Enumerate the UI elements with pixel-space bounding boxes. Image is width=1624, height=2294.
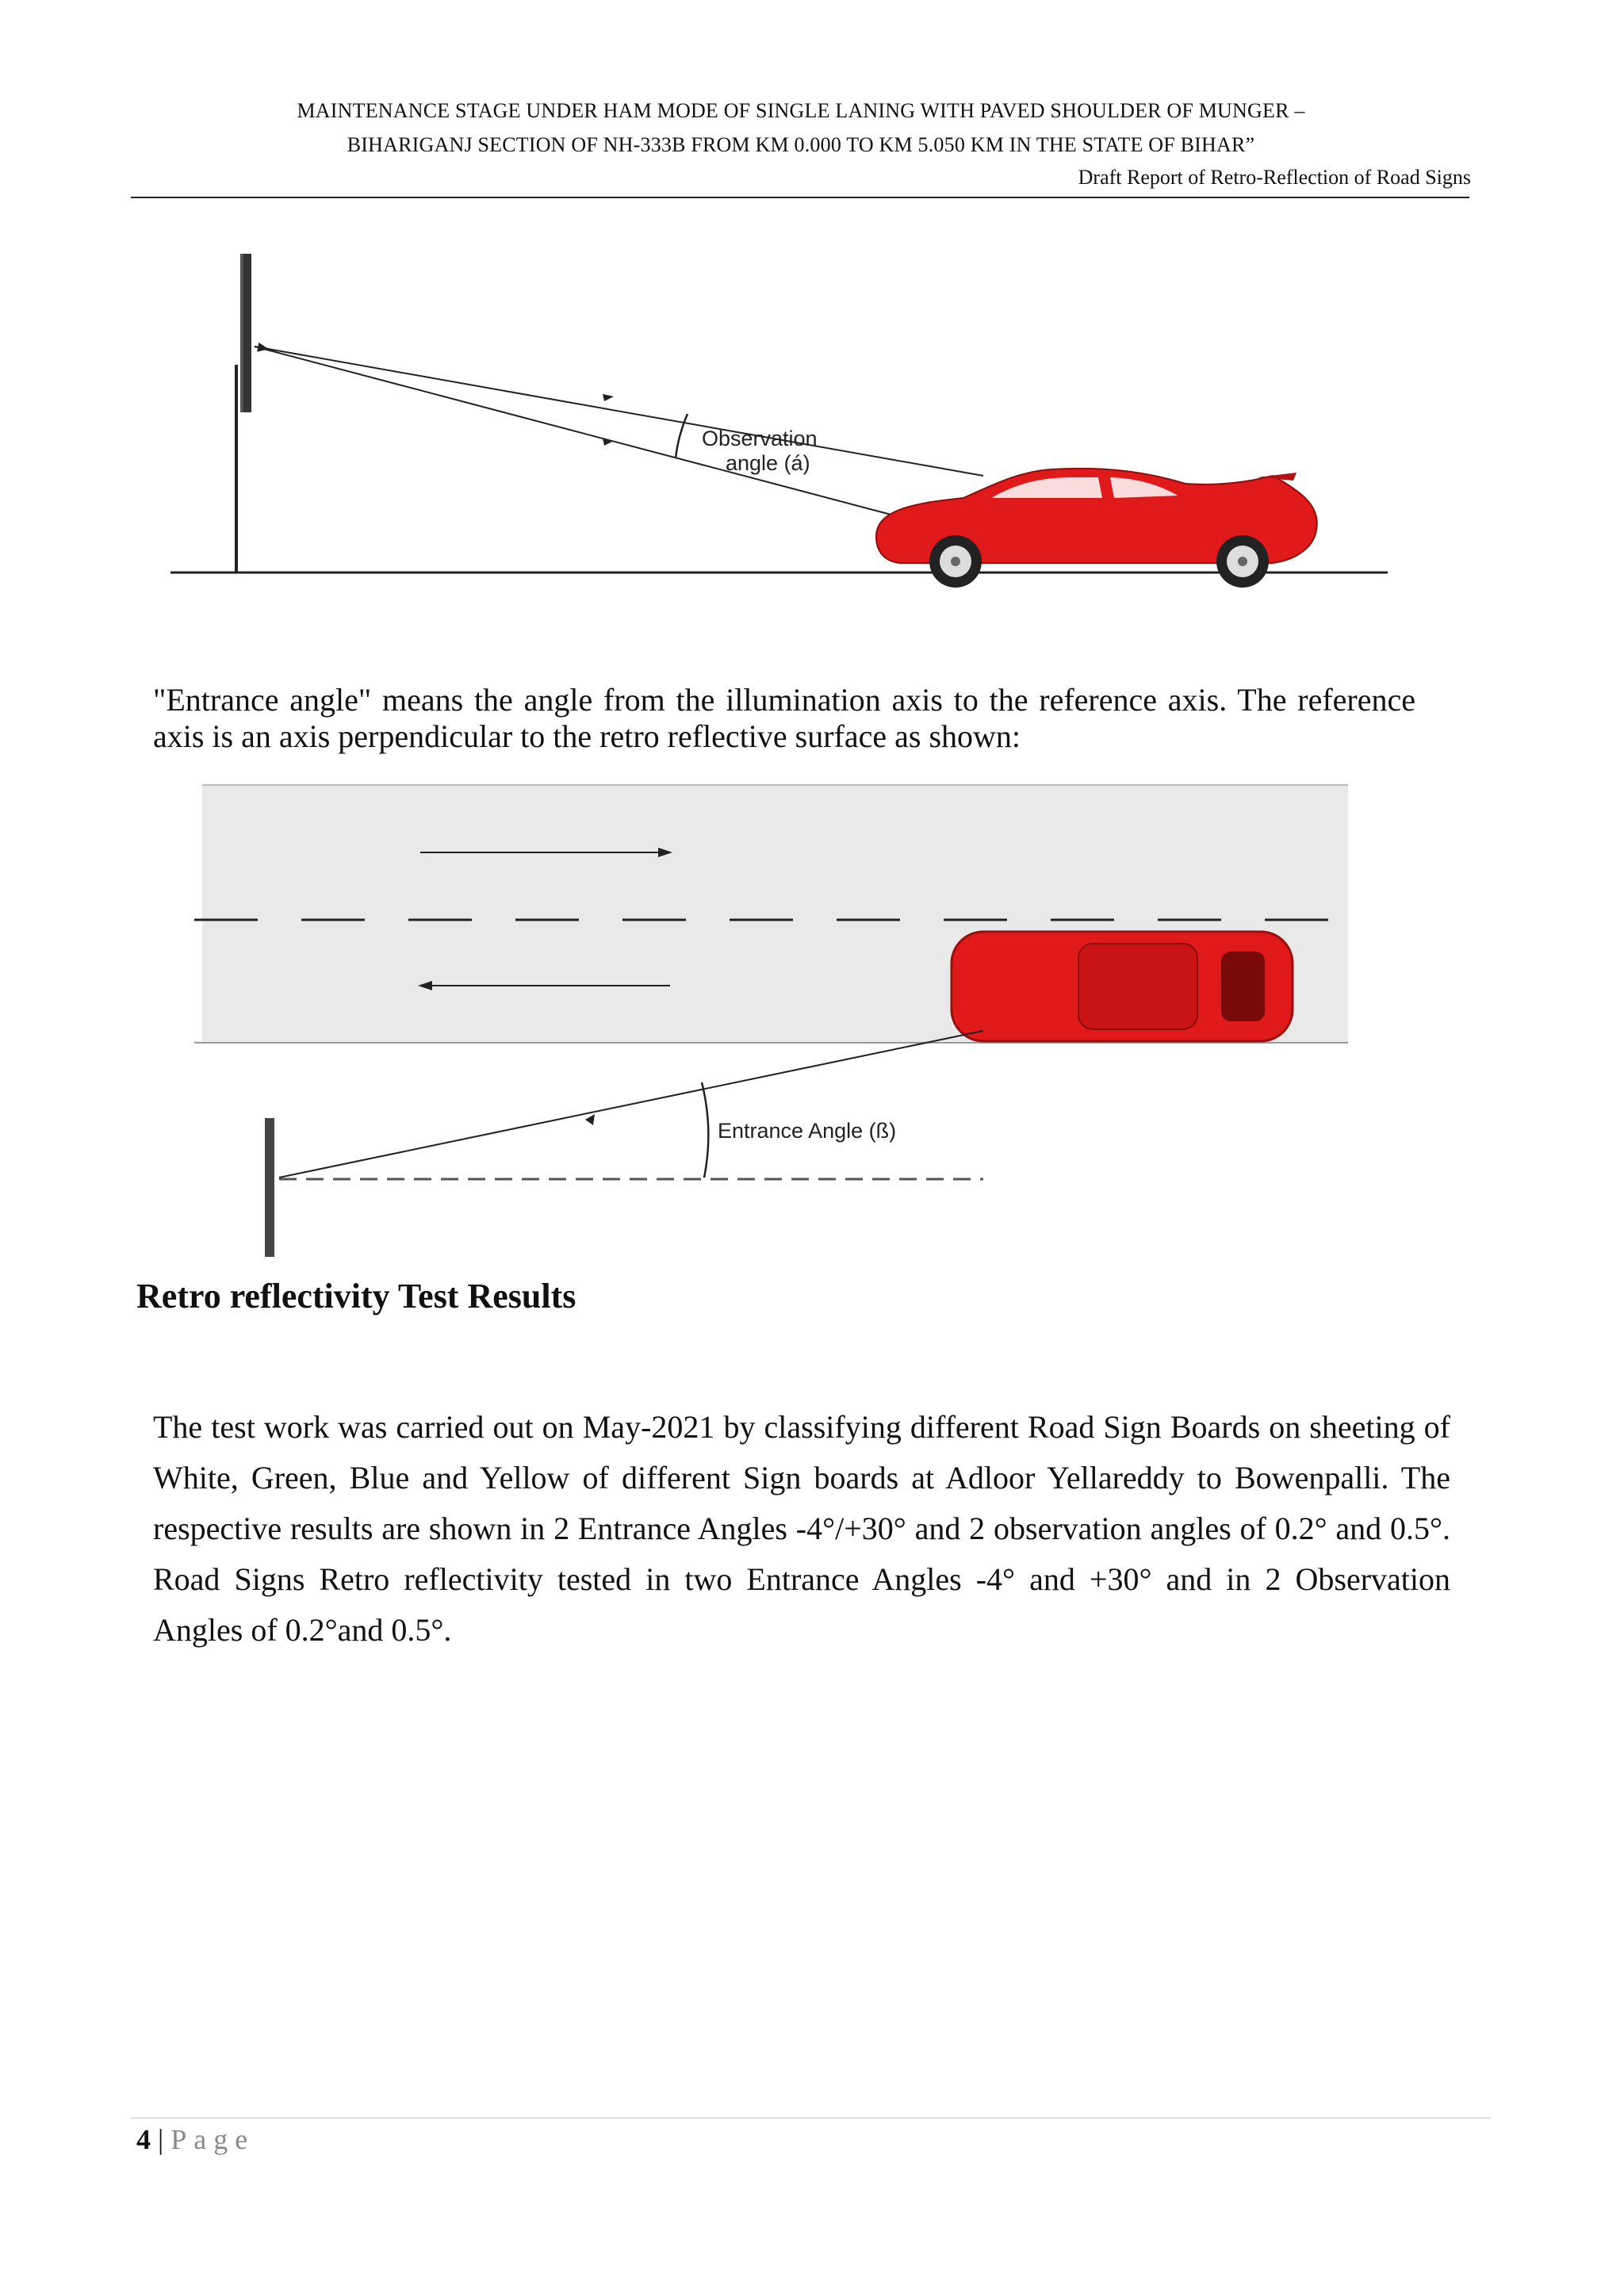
illumination-ray <box>255 347 983 476</box>
entrance-angle-diagram <box>190 781 1364 1265</box>
page-number: 4 <box>136 2124 151 2155</box>
red-car-side <box>876 469 1317 588</box>
observation-angle-diagram <box>163 246 1396 591</box>
header-subtitle: Draft Report of Retro-Reflection of Road Signs <box>1078 166 1471 189</box>
angle-arc <box>676 414 688 458</box>
header-rule <box>131 197 1469 198</box>
section-heading: Retro reflectivity Test Results <box>136 1277 576 1316</box>
observation-angle-label-2: angle (á) <box>726 451 810 475</box>
header-title-line1: MAINTENANCE STAGE UNDER HAM MODE OF SINGLE LANING WITH PAVED SHOULDER OF MUNGER – <box>297 99 1305 122</box>
entrance-angle-arc <box>702 1082 708 1178</box>
ray-arrow <box>585 1114 595 1125</box>
header-title-line2: BIHARIGANJ SECTION OF NH-333B FROM KM 0.000 TO KM 5.050 KM IN THE STATE OF BIHAR” <box>347 133 1255 156</box>
observation-angle-label: Observation <box>702 427 818 450</box>
page-footer <box>136 2120 255 2159</box>
test-results-paragraph: The test work was carried out on May-2021 by classifying different Road Sign Boards on sheeting of White, Green, Blue and Yellow of different Sign boards at Adloor Yellareddy to Bowenpalli. The respective results are shown in 2 Entrance Angles -4°/+30° and 2 observation angles of 0.2° and 0.5°. Road Signs Retro reflectivity tested in two Entrance Angles -4° and +30° and in 2 Observation Angles of 0.2°and 0.5°. <box>153 1409 1450 1648</box>
entrance-angle-label: Entrance Angle (ß) <box>718 1119 897 1143</box>
ray-arrow <box>603 394 614 401</box>
red-car-top <box>952 932 1293 1041</box>
page-label: Page <box>170 2124 255 2155</box>
page-header <box>131 94 1471 193</box>
entrance-angle-definition: "Entrance angle" means the angle from the illumination axis to the reference axis. The reference axis is an axis perpendicular to the retro reflective surface as shown: <box>153 682 1415 754</box>
footer-separator: | <box>158 2124 164 2155</box>
footer-rule <box>131 2117 1491 2119</box>
illumination-axis <box>279 1031 983 1178</box>
